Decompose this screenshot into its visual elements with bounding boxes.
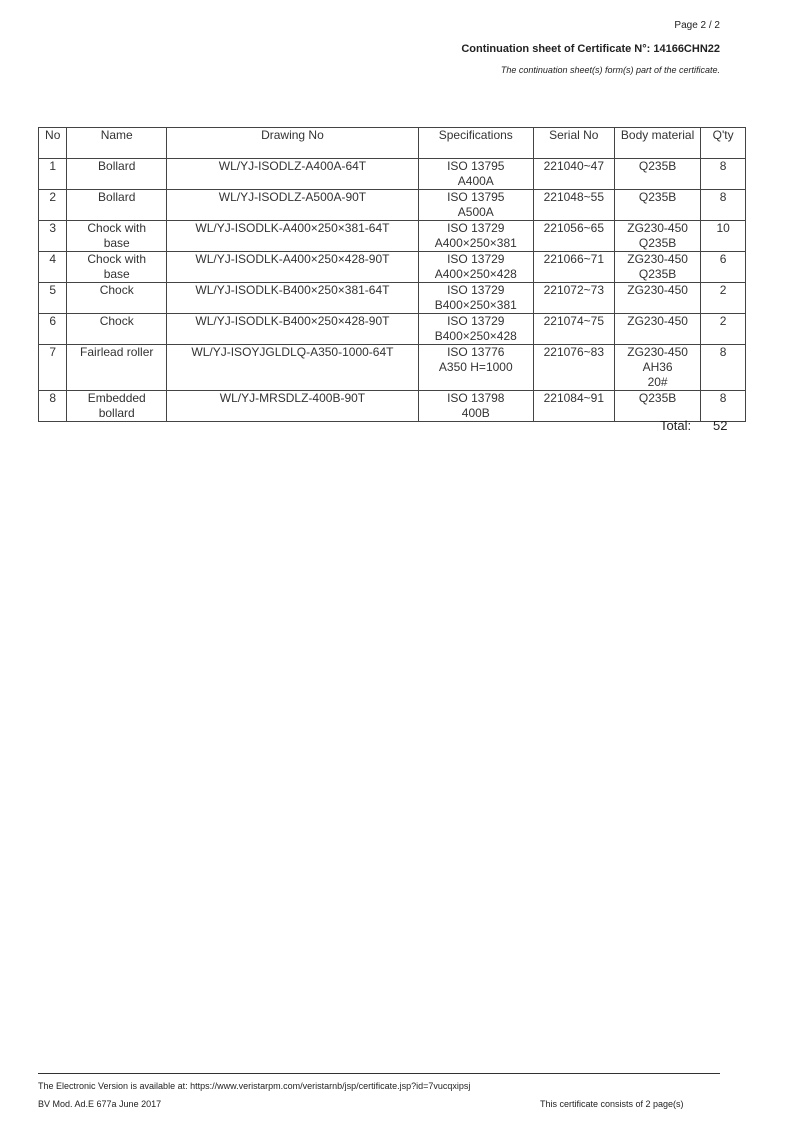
cell-qty: 8 bbox=[701, 190, 746, 221]
cell-specifications-line-1: ISO 13729 bbox=[447, 283, 505, 297]
cell-body-material bbox=[614, 391, 700, 422]
header-qty: Q'ty bbox=[701, 128, 746, 159]
cell-serial-no: 221066~71 bbox=[533, 252, 614, 283]
cell-specifications-line-2: B400×250×428 bbox=[434, 329, 517, 343]
cell-no: 6 bbox=[39, 314, 67, 345]
cell-drawing-no: WL/YJ-ISODLK-B400×250×381-64T bbox=[166, 283, 418, 314]
cell-body-material bbox=[614, 283, 700, 314]
cell-qty: 8 bbox=[701, 159, 746, 190]
cell-body-material-line-1: ZG230-450 bbox=[627, 345, 688, 359]
cell-name bbox=[67, 345, 167, 391]
header-no: No bbox=[39, 128, 67, 159]
cell-no: 8 bbox=[39, 391, 67, 422]
cell-no: 5 bbox=[39, 283, 67, 314]
cell-serial-no: 221072~73 bbox=[533, 283, 614, 314]
cell-no: 7 bbox=[39, 345, 67, 391]
cell-serial-no: 221048~55 bbox=[533, 190, 614, 221]
table-header-row bbox=[39, 128, 746, 159]
cell-serial-no: 221076~83 bbox=[533, 345, 614, 391]
page-number: Page 2 / 2 bbox=[674, 20, 720, 31]
cell-specifications-line-2: A350 H=1000 bbox=[438, 360, 513, 374]
cell-specifications bbox=[418, 190, 533, 221]
cell-specifications-line-2: A400×250×381 bbox=[434, 236, 517, 250]
cell-drawing-no: WL/YJ-ISODLZ-A400A-64T bbox=[166, 159, 418, 190]
cell-body-material bbox=[614, 314, 700, 345]
header-specifications: Specifications bbox=[418, 128, 533, 159]
cell-specifications-line-2: B400×250×381 bbox=[434, 298, 517, 312]
cell-qty: 10 bbox=[701, 221, 746, 252]
header-body-material bbox=[614, 128, 700, 159]
footer-form-reference: BV Mod. Ad.E 677a June 2017 bbox=[38, 1099, 162, 1109]
cell-name-line-1: Chock bbox=[99, 314, 134, 328]
cell-no: 1 bbox=[39, 159, 67, 190]
cell-specifications-line-1: ISO 13795 bbox=[447, 190, 505, 204]
cell-name-line-2: base bbox=[103, 236, 130, 250]
cell-body-material-line-1: ZG230-450 bbox=[627, 314, 688, 328]
cell-qty: 2 bbox=[701, 283, 746, 314]
cell-serial-no: 221074~75 bbox=[533, 314, 614, 345]
footer-divider bbox=[38, 1073, 720, 1074]
cell-body-material-line-2: AH36 bbox=[642, 360, 673, 374]
cell-body-material-line-1: ZG230-450 bbox=[627, 283, 688, 297]
cell-specifications-line-1: ISO 13795 bbox=[447, 159, 505, 173]
cell-drawing-no: WL/YJ-ISODLK-B400×250×428-90T bbox=[166, 314, 418, 345]
cell-no: 4 bbox=[39, 252, 67, 283]
footer-electronic-version: The Electronic Version is available at: https://www.veristarpm.com/veristarnb/jsp/certificate.jsp?id=7vucqxipsj bbox=[38, 1081, 471, 1091]
cell-name-line-2: base bbox=[103, 267, 130, 281]
cell-specifications-line-2: 400B bbox=[461, 406, 490, 420]
cell-drawing-no: WL/YJ-MRSDLZ-400B-90T bbox=[166, 391, 418, 422]
cell-name bbox=[67, 221, 167, 252]
cell-specifications bbox=[418, 252, 533, 283]
cell-name-line-1: Chock with bbox=[87, 252, 147, 266]
cell-specifications bbox=[418, 159, 533, 190]
equipment-table bbox=[38, 127, 746, 422]
cell-body-material-line-1: ZG230-450 bbox=[627, 252, 688, 266]
cell-name-line-1: Chock with bbox=[87, 221, 147, 235]
cell-specifications bbox=[418, 391, 533, 422]
table-row bbox=[39, 314, 746, 345]
table-row bbox=[39, 159, 746, 190]
header-serial-no: Serial No bbox=[533, 128, 614, 159]
cell-qty: 8 bbox=[701, 391, 746, 422]
table-row bbox=[39, 391, 746, 422]
cell-specifications-line-2: A400×250×428 bbox=[434, 267, 517, 281]
cell-specifications bbox=[418, 283, 533, 314]
cell-name-line-1: Fairlead roller bbox=[80, 345, 154, 359]
header-body-line-2: material bbox=[651, 128, 695, 142]
cell-name-line-2: bollard bbox=[98, 406, 135, 420]
cell-specifications-line-1: ISO 13776 bbox=[447, 345, 505, 359]
header-drawing-no: Drawing No bbox=[166, 128, 418, 159]
cell-name bbox=[67, 314, 167, 345]
total-label: Total: bbox=[660, 418, 692, 433]
header-name: Name bbox=[67, 128, 167, 159]
cell-body-material bbox=[614, 190, 700, 221]
table-row bbox=[39, 252, 746, 283]
cell-name bbox=[67, 190, 167, 221]
cell-specifications-line-1: ISO 13798 bbox=[447, 391, 505, 405]
table-row bbox=[39, 345, 746, 391]
cell-body-material bbox=[614, 345, 700, 391]
cell-specifications-line-1: ISO 13729 bbox=[447, 221, 505, 235]
cell-body-material-line-3: 20# bbox=[647, 375, 668, 389]
cell-specifications bbox=[418, 221, 533, 252]
cell-body-material-line-2: Q235B bbox=[638, 236, 677, 250]
cell-name-line-1: Bollard bbox=[98, 159, 136, 173]
cell-body-material-line-1: Q235B bbox=[638, 159, 677, 173]
cell-drawing-no: WL/YJ-ISOYJGLDLQ-A350-1000-64T bbox=[166, 345, 418, 391]
cell-drawing-no: WL/YJ-ISODLK-A400×250×428-90T bbox=[166, 252, 418, 283]
cell-qty: 6 bbox=[701, 252, 746, 283]
total-value: 52 bbox=[713, 418, 728, 433]
cell-body-material-line-1: Q235B bbox=[638, 391, 677, 405]
cell-body-material-line-1: Q235B bbox=[638, 190, 677, 204]
certificate-subtitle: The continuation sheet(s) form(s) part of the certificate. bbox=[500, 65, 720, 75]
cell-drawing-no: WL/YJ-ISODLZ-A500A-90T bbox=[166, 190, 418, 221]
cell-no: 3 bbox=[39, 221, 67, 252]
cell-name bbox=[67, 159, 167, 190]
header-body-line-1: Body bbox=[620, 128, 649, 142]
cell-specifications bbox=[418, 314, 533, 345]
cell-qty: 2 bbox=[701, 314, 746, 345]
cell-specifications-line-2: A400A bbox=[457, 174, 494, 188]
cell-serial-no: 221084~91 bbox=[533, 391, 614, 422]
cell-specifications-line-1: ISO 13729 bbox=[447, 252, 505, 266]
cell-name bbox=[67, 252, 167, 283]
cell-name-line-1: Bollard bbox=[98, 190, 136, 204]
table-row bbox=[39, 190, 746, 221]
cell-name-line-1: Chock bbox=[99, 283, 134, 297]
cell-body-material bbox=[614, 221, 700, 252]
cell-qty: 8 bbox=[701, 345, 746, 391]
footer-page-count: This certificate consists of 2 page(s) bbox=[540, 1099, 684, 1109]
cell-no: 2 bbox=[39, 190, 67, 221]
cell-name bbox=[67, 283, 167, 314]
cell-drawing-no: WL/YJ-ISODLK-A400×250×381-64T bbox=[166, 221, 418, 252]
table-row bbox=[39, 221, 746, 252]
cell-specifications-line-2: A500A bbox=[457, 205, 494, 219]
cell-serial-no: 221040~47 bbox=[533, 159, 614, 190]
cell-specifications-line-1: ISO 13729 bbox=[447, 314, 505, 328]
cell-body-material-line-2: Q235B bbox=[638, 267, 677, 281]
cell-name-line-1: Embedded bbox=[87, 391, 146, 405]
cell-serial-no: 221056~65 bbox=[533, 221, 614, 252]
cell-name bbox=[67, 391, 167, 422]
cell-body-material bbox=[614, 159, 700, 190]
cell-body-material-line-1: ZG230-450 bbox=[627, 221, 688, 235]
certificate-title: Continuation sheet of Certificate N°: 14166CHN22 bbox=[461, 43, 720, 55]
table-row bbox=[39, 283, 746, 314]
cell-body-material bbox=[614, 252, 700, 283]
cell-specifications bbox=[418, 345, 533, 391]
